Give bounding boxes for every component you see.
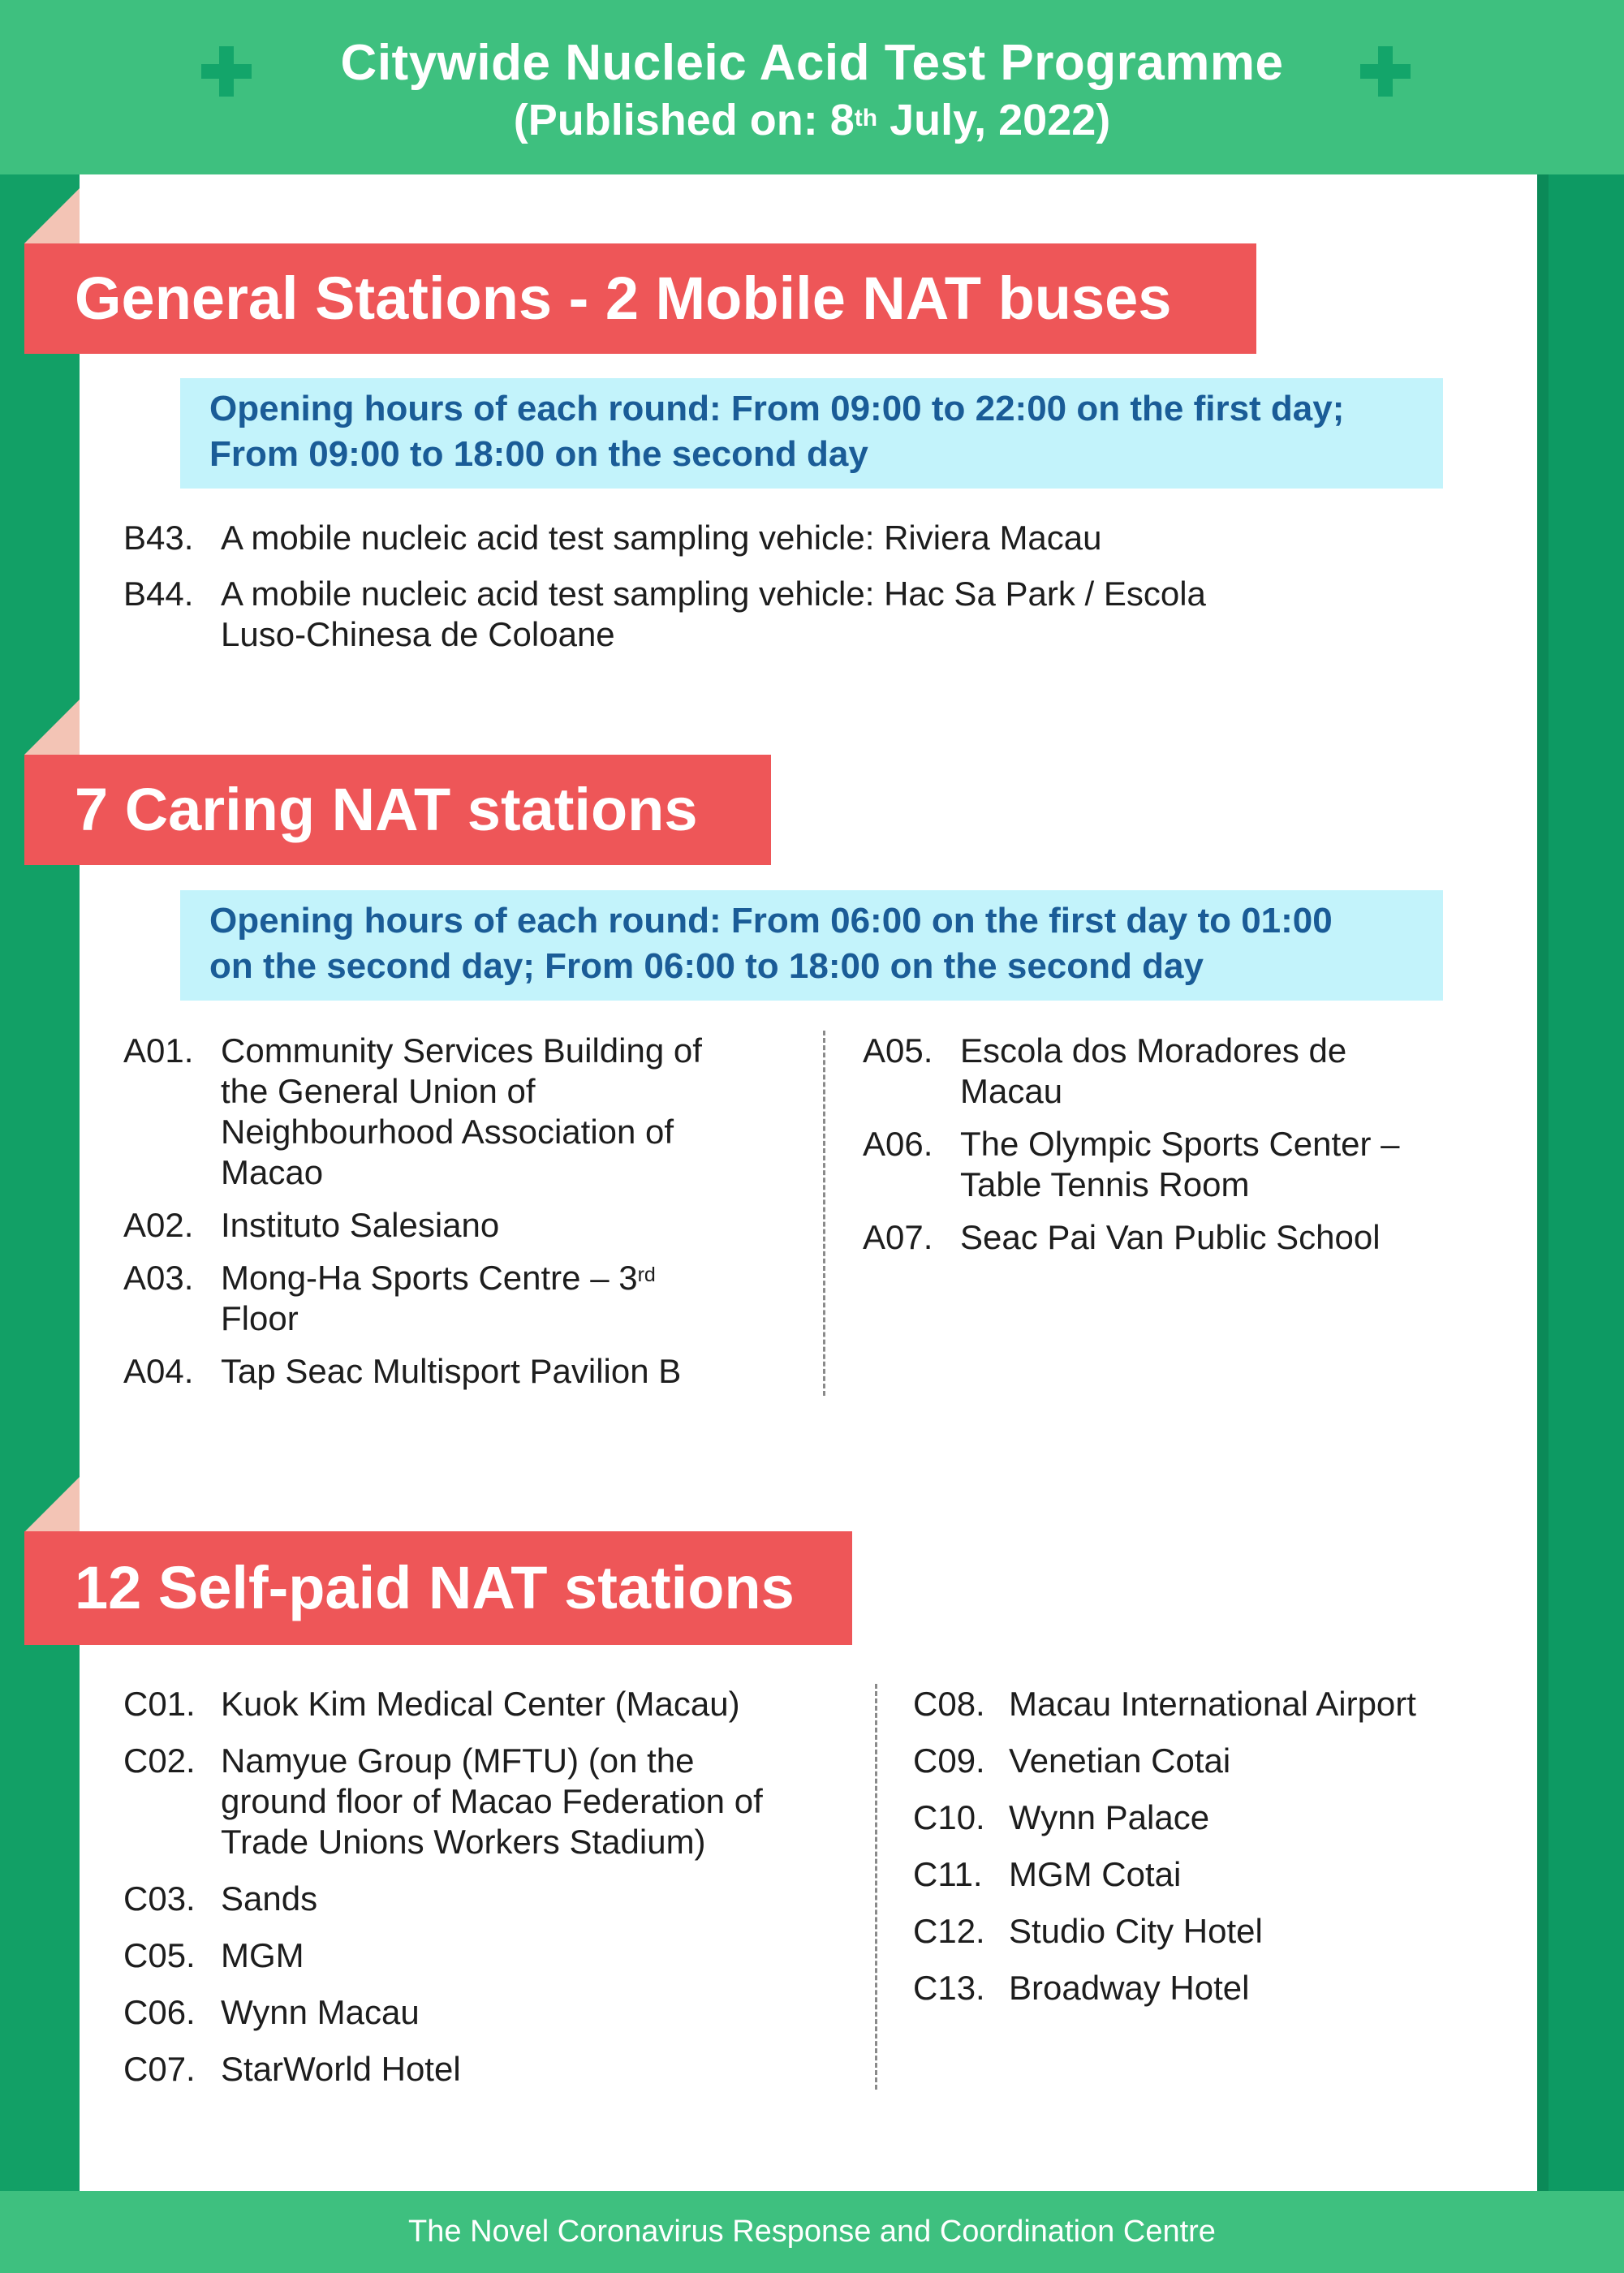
section-heading-general: General Stations - 2 Mobile NAT buses — [24, 243, 1256, 354]
station-a02: A02. Instituto Salesiano — [123, 1206, 500, 1244]
station-c05: C05. MGM — [123, 1936, 304, 1974]
station-c12: C12. Studio City Hotel — [913, 1912, 1263, 1950]
station-c07: C07. StarWorld Hotel — [123, 2050, 461, 2088]
station-c01: C01. Kuok Kim Medical Center (Macau) — [123, 1685, 740, 1723]
station-a07: A07. Seac Pai Van Public School — [863, 1218, 1381, 1256]
station-a06: A06. The Olympic Sports Center – Table Tennis Room — [863, 1125, 1400, 1203]
station-c03: C03. Sands — [123, 1879, 318, 1918]
opening-hours-caring: Opening hours of each round: From 06:00 on the first day to 01:00 on the second day; From 06:00 to 18:00 on the second day — [180, 890, 1443, 1001]
station-b43: B43. A mobile nucleic acid test sampling vehicle: Riviera Macau — [123, 519, 1102, 557]
station-a04: A04. Tap Seac Multisport Pavilion B — [123, 1352, 682, 1390]
opening-hours-general: Opening hours of each round: From 09:00 to 22:00 on the first day; From 09:00 to 18:00 on the second day — [180, 378, 1443, 489]
station-b44: B44. A mobile nucleic acid test sampling vehicle: Hac Sa Park / Escola Luso-Chinesa de Coloane — [123, 575, 1206, 653]
banner-fold-general — [24, 188, 80, 243]
station-c10: C10. Wynn Palace — [913, 1798, 1210, 1836]
page-title: Citywide Nucleic Acid Test Programme — [340, 35, 1284, 91]
station-a03: A03. Mong-Ha Sports Centre – 3rd Floor — [123, 1259, 656, 1337]
station-a05: A05. Escola dos Moradores de Macau — [863, 1031, 1347, 1110]
section-heading-caring: 7 Caring NAT stations — [24, 755, 771, 865]
footer-bar — [0, 2191, 1624, 2273]
left-border — [0, 174, 80, 2191]
station-c08: C08. Macau International Airport — [913, 1685, 1416, 1723]
station-c06: C06. Wynn Macau — [123, 1993, 420, 2031]
banner-fold-selfpaid — [24, 1477, 80, 1532]
banner-fold-caring — [24, 700, 80, 755]
station-c11: C11. MGM Cotai — [913, 1855, 1182, 1893]
published-date: (Published on: 8th July, 2022) — [513, 96, 1111, 144]
header-bar — [0, 0, 1624, 174]
station-c13: C13. Broadway Hotel — [913, 1969, 1250, 2007]
station-a01: A01. Community Services Building of the General Union of Neighbourhood Association of Macao — [123, 1031, 702, 1191]
right-border — [1537, 174, 1624, 2191]
column-divider-caring — [823, 1031, 825, 1396]
footer-text: The Novel Coronavirus Response and Coordination Centre — [408, 2215, 1216, 2249]
section-heading-selfpaid: 12 Self-paid NAT stations — [24, 1531, 852, 1645]
column-divider-selfpaid — [875, 1684, 877, 2090]
station-c02: C02. Namyue Group (MFTU) (on the ground floor of Macao Federation of Trade Unions Workers Stadium) — [123, 1741, 763, 1861]
station-c09: C09. Venetian Cotai — [913, 1741, 1231, 1780]
